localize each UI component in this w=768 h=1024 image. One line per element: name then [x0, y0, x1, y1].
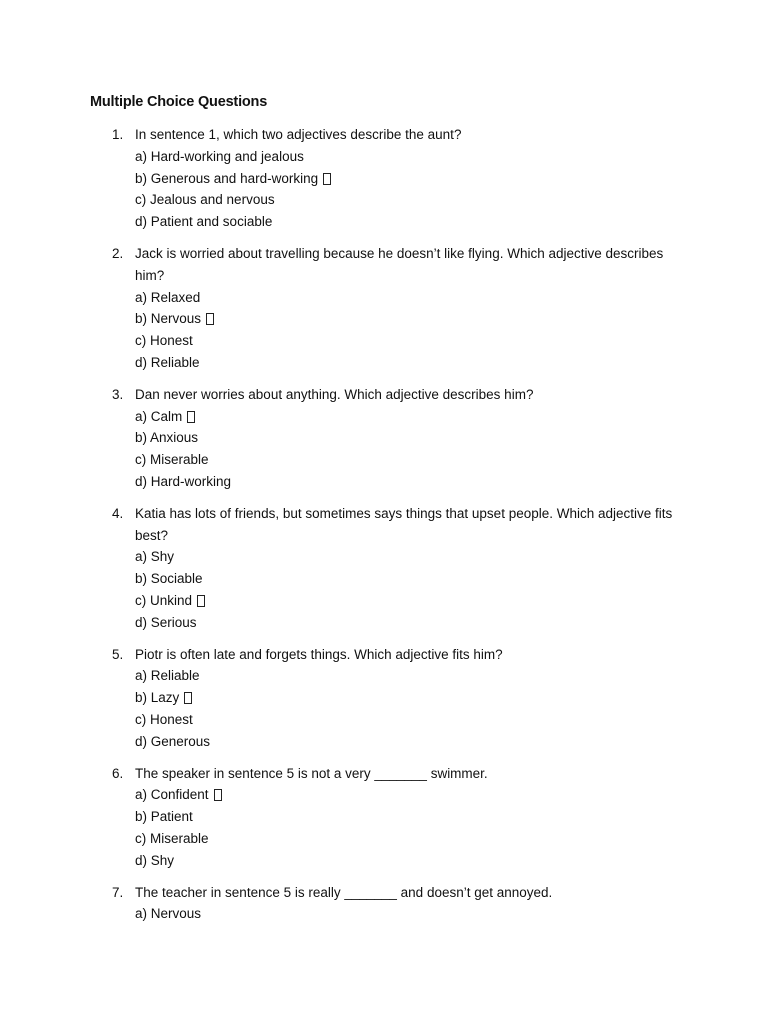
- answer-mark-icon: [323, 173, 331, 185]
- answer-option: [135, 665, 680, 687]
- answer-option-label: a) Nervous: [135, 906, 202, 922]
- answer-option: [135, 687, 680, 709]
- answer-option: [135, 352, 680, 374]
- answer-option: [135, 850, 680, 872]
- answer-option-label: b) Nervous: [135, 311, 202, 327]
- page-title: Multiple Choice Questions: [90, 94, 268, 110]
- question-item: [0, 644, 768, 753]
- answer-option-label: d) Reliable: [135, 354, 200, 370]
- answer-option-label: c) Honest: [135, 711, 193, 727]
- answer-option-label: d) Shy: [135, 852, 175, 868]
- question-item: [0, 882, 768, 926]
- question-body: [135, 882, 680, 926]
- answer-mark-icon: [197, 595, 205, 607]
- answer-option: [135, 731, 680, 753]
- question-number: 1.: [112, 127, 124, 142]
- answer-option-label: a) Confident: [135, 787, 209, 803]
- answer-option-label: c) Honest: [135, 333, 193, 349]
- answer-option-label: a) Relaxed: [135, 289, 201, 305]
- question-item: [0, 503, 768, 634]
- answer-option: [135, 784, 680, 806]
- question-text: In sentence 1, which two adjectives describe the aunt?: [135, 127, 462, 142]
- answer-option: [135, 568, 680, 590]
- answer-option: [135, 546, 680, 568]
- question-text: The teacher in sentence 5 is really _______ and doesn’t get annoyed.: [135, 884, 553, 900]
- question-item: [0, 124, 768, 233]
- answer-option: [135, 168, 680, 190]
- answer-option-label: d) Hard-working: [135, 473, 232, 489]
- answer-option-label: d) Serious: [135, 614, 197, 630]
- answer-option-label: c) Unkind: [135, 592, 193, 608]
- question-item: [0, 763, 768, 872]
- answer-option: [135, 709, 680, 731]
- answer-option-label: b) Anxious: [135, 430, 199, 446]
- question-body: [135, 124, 680, 233]
- question-body: [135, 384, 680, 493]
- answer-option: [135, 590, 680, 612]
- answer-option: [135, 828, 680, 850]
- question-list: [0, 124, 768, 935]
- question-text: Jack is worried about travelling because he doesn’t like flying. Which adjective describes him?: [135, 245, 664, 283]
- answer-option: [135, 287, 680, 309]
- answer-option: [135, 330, 680, 352]
- answer-option-label: b) Sociable: [135, 571, 203, 587]
- answer-mark-icon: [184, 692, 192, 704]
- answer-option-label: c) Jealous and nervous: [135, 192, 275, 208]
- answer-mark-icon: [187, 411, 195, 423]
- question-number: 6.: [112, 765, 124, 781]
- answer-option-label: b) Lazy: [135, 690, 180, 706]
- question-body: [135, 763, 680, 872]
- answer-option: [135, 612, 680, 634]
- answer-mark-icon: [206, 313, 214, 325]
- answer-option-label: d) Generous: [135, 733, 211, 749]
- answer-option-label: c) Miserable: [135, 452, 209, 468]
- question-text: Katia has lots of friends, but sometimes says things that upset people. Which adjective fits best?: [135, 505, 673, 543]
- question-item: [0, 243, 768, 374]
- question-number: 7.: [112, 884, 124, 900]
- answer-option: [135, 903, 680, 925]
- answer-option: [135, 427, 680, 449]
- question-text: Dan never worries about anything. Which adjective describes him?: [135, 386, 534, 402]
- answer-option-label: c) Miserable: [135, 830, 209, 846]
- question-text: Piotr is often late and forgets things. Which adjective fits him?: [135, 646, 503, 662]
- answer-option-label: b) Patient: [135, 809, 193, 825]
- answer-option-label: a) Shy: [135, 549, 175, 565]
- answer-option: [135, 471, 680, 493]
- answer-option: [135, 449, 680, 471]
- question-body: [135, 243, 680, 374]
- question-text: The speaker in sentence 5 is not a very _______ swimmer.: [135, 765, 488, 781]
- answer-option: [135, 406, 680, 428]
- answer-option: [135, 211, 680, 233]
- answer-option-label: d) Patient and sociable: [135, 214, 273, 230]
- answer-option-label: a) Hard-working and jealous: [135, 148, 304, 164]
- answer-option: [135, 146, 680, 168]
- answer-option-label: a) Calm: [135, 408, 183, 424]
- question-body: [135, 503, 680, 634]
- answer-option-label: b) Generous and hard-working: [135, 170, 319, 186]
- question-body: [135, 644, 680, 753]
- question-number: 5.: [112, 646, 124, 662]
- answer-option-label: a) Reliable: [135, 668, 200, 684]
- question-number: 4.: [112, 505, 124, 521]
- answer-option: [135, 806, 680, 828]
- question-number: 2.: [112, 245, 124, 261]
- answer-option: [135, 308, 680, 330]
- answer-option: [135, 189, 680, 211]
- answer-mark-icon: [214, 789, 222, 801]
- question-number: 3.: [112, 386, 124, 402]
- question-item: [0, 384, 768, 493]
